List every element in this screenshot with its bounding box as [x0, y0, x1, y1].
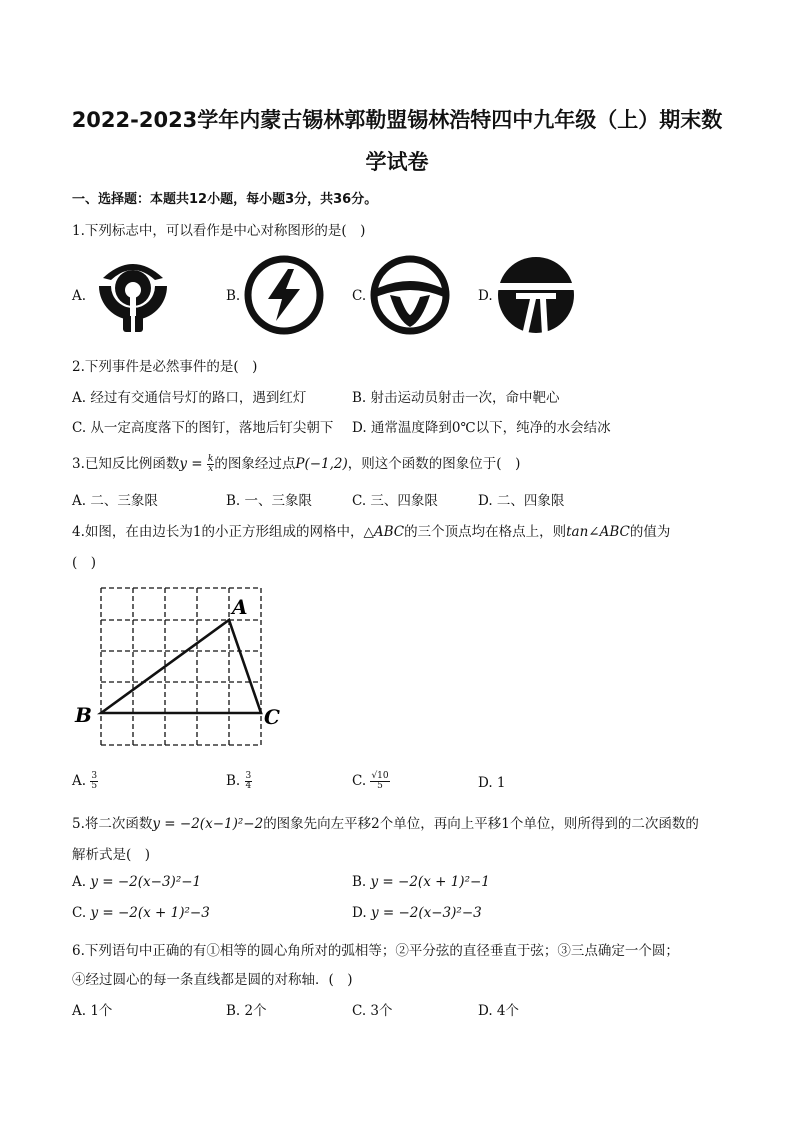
q4-stem-mid: 的三个顶点均在格点上，则	[404, 524, 567, 540]
q3-option-b: B. 一、三象限	[226, 493, 313, 509]
lightning-circle-icon	[244, 255, 324, 335]
q2-option-d: D. 通常温度降到0℃以下，纯净的水会结冰	[352, 420, 611, 436]
logo-a-icon	[93, 256, 173, 336]
q5-option-d-label: D.	[352, 905, 367, 921]
q4-option-b-label: B.	[226, 773, 241, 789]
q5-option-c	[72, 905, 210, 921]
q6-option-d: D. 4个	[478, 1003, 520, 1019]
q5-stem-line1	[72, 812, 699, 832]
q4-option-a-label: A.	[72, 773, 87, 789]
split-circle-icon	[496, 255, 576, 335]
vertex-label-b: B	[75, 703, 92, 727]
q5-option-a-expr: y = −2(x−3)²−1	[90, 874, 202, 890]
steering-wheel-icon	[370, 255, 450, 335]
q3-frac-num: k	[207, 454, 214, 464]
q5-option-b-expr: y = −2(x + 1)²−1	[370, 874, 490, 890]
q4-a-den: 5	[91, 781, 98, 791]
q1-option-b-label: B.	[226, 288, 241, 304]
q4-stem-prefix: 4.如图，在由边长为1的小正方形组成的网格中，	[72, 524, 364, 540]
q5-option-c-label: C.	[72, 905, 87, 921]
q5-stem-suffix: 的图象先向左平移2个单位，再向上平移1个单位，则所得到的二次函数的	[263, 816, 699, 832]
q5-option-b	[352, 874, 490, 890]
q1-option-c-label: C.	[352, 288, 367, 304]
q4-b-den: 4	[245, 781, 252, 791]
q5-option-c-expr: y = −2(x + 1)²−3	[90, 905, 210, 921]
q3-option-a: A. 二、三象限	[72, 493, 158, 509]
q4-c-den: 5	[377, 781, 383, 791]
q5-option-b-label: B.	[352, 874, 367, 890]
vertex-label-a: A	[232, 595, 248, 619]
q1-stem: 1.下列标志中，可以看作是中心对称图形的是( )	[72, 223, 366, 239]
q3-stem-mid: 的图象经过点	[214, 456, 296, 472]
page-title-line2: 学试卷	[365, 150, 429, 174]
q6-stem-line1: 6.下列语句中正确的有①相等的圆心角所对的弧相等；②平分弦的直径垂直于弦；③三点确定一个圆；	[72, 943, 679, 959]
q5-option-d-expr: y = −2(x−3)²−3	[370, 905, 482, 921]
page-title-line1: 2022-2023学年内蒙古锡林郭勒盟锡林浩特四中九年级（上）期末数	[71, 108, 723, 132]
q4-option-c-label: C.	[352, 773, 367, 789]
q4-option-a-fraction	[90, 772, 98, 791]
q5-option-d	[352, 905, 482, 921]
q4-triangle: △ABC	[363, 524, 405, 540]
q2-option-a: A. 经过有交通信号灯的路口，遇到红灯	[72, 390, 307, 406]
q3-option-c: C. 三、四象限	[352, 493, 438, 509]
q6-option-b: B. 2个	[226, 1003, 267, 1019]
q4-option-a	[72, 772, 98, 791]
q2-option-c: C. 从一定高度落下的图钉，落地后钉尖朝下	[72, 420, 334, 436]
q3-frac-den: x	[208, 464, 214, 474]
q1-option-d-label: D.	[478, 288, 493, 304]
section-header: 一、选择题：本题共12小题，每小题3分，共36分。	[72, 192, 378, 207]
q3-stem	[72, 452, 520, 474]
q4-b-num: 3	[245, 771, 252, 781]
q4-stem-suffix: 的值为	[629, 524, 671, 540]
q6-option-c: C. 3个	[352, 1003, 393, 1019]
q3-stem-suffix: ，则这个函数的图象位于( )	[347, 456, 521, 472]
q5-stem-prefix: 5.将二次函数	[72, 816, 153, 832]
q4-option-d: D. 1	[478, 775, 506, 791]
vertex-label-c: C	[264, 705, 280, 729]
q1-option-a-label: A.	[72, 288, 87, 304]
q4-stem-line2: ( )	[72, 555, 97, 571]
q4-stem-line1	[72, 520, 670, 540]
q2-stem: 2.下列事件是必然事件的是( )	[72, 359, 258, 375]
grid-triangle-figure	[72, 580, 292, 750]
q4-option-b	[226, 772, 252, 791]
q3-point: P(−1,2)	[295, 456, 348, 472]
q4-option-c	[352, 772, 390, 791]
q5-option-a	[72, 874, 201, 890]
triangle-abc	[101, 620, 261, 713]
q2-option-b: B. 射击运动员射击一次，命中靶心	[352, 390, 560, 406]
q5-option-a-label: A.	[72, 874, 87, 890]
q3-func-lhs: y =	[179, 456, 207, 472]
q6-option-a: A. 1个	[72, 1003, 113, 1019]
q5-func: y = −2(x−1)²−2	[152, 816, 264, 832]
q3-stem-prefix: 3.已知反比例函数	[72, 456, 180, 472]
q6-stem-line2: ④经过圆心的每一条直线都是圆的对称轴．( )	[72, 972, 353, 988]
q3-option-d: D. 二、四象限	[478, 493, 565, 509]
q4-option-c-fraction	[370, 772, 389, 791]
q5-stem-line2: 解析式是( )	[72, 847, 151, 863]
q4-option-b-fraction	[245, 772, 253, 791]
q4-tan: tan∠ABC	[566, 524, 630, 540]
q4-c-num: √10	[371, 771, 389, 781]
q4-a-num: 3	[91, 771, 98, 781]
